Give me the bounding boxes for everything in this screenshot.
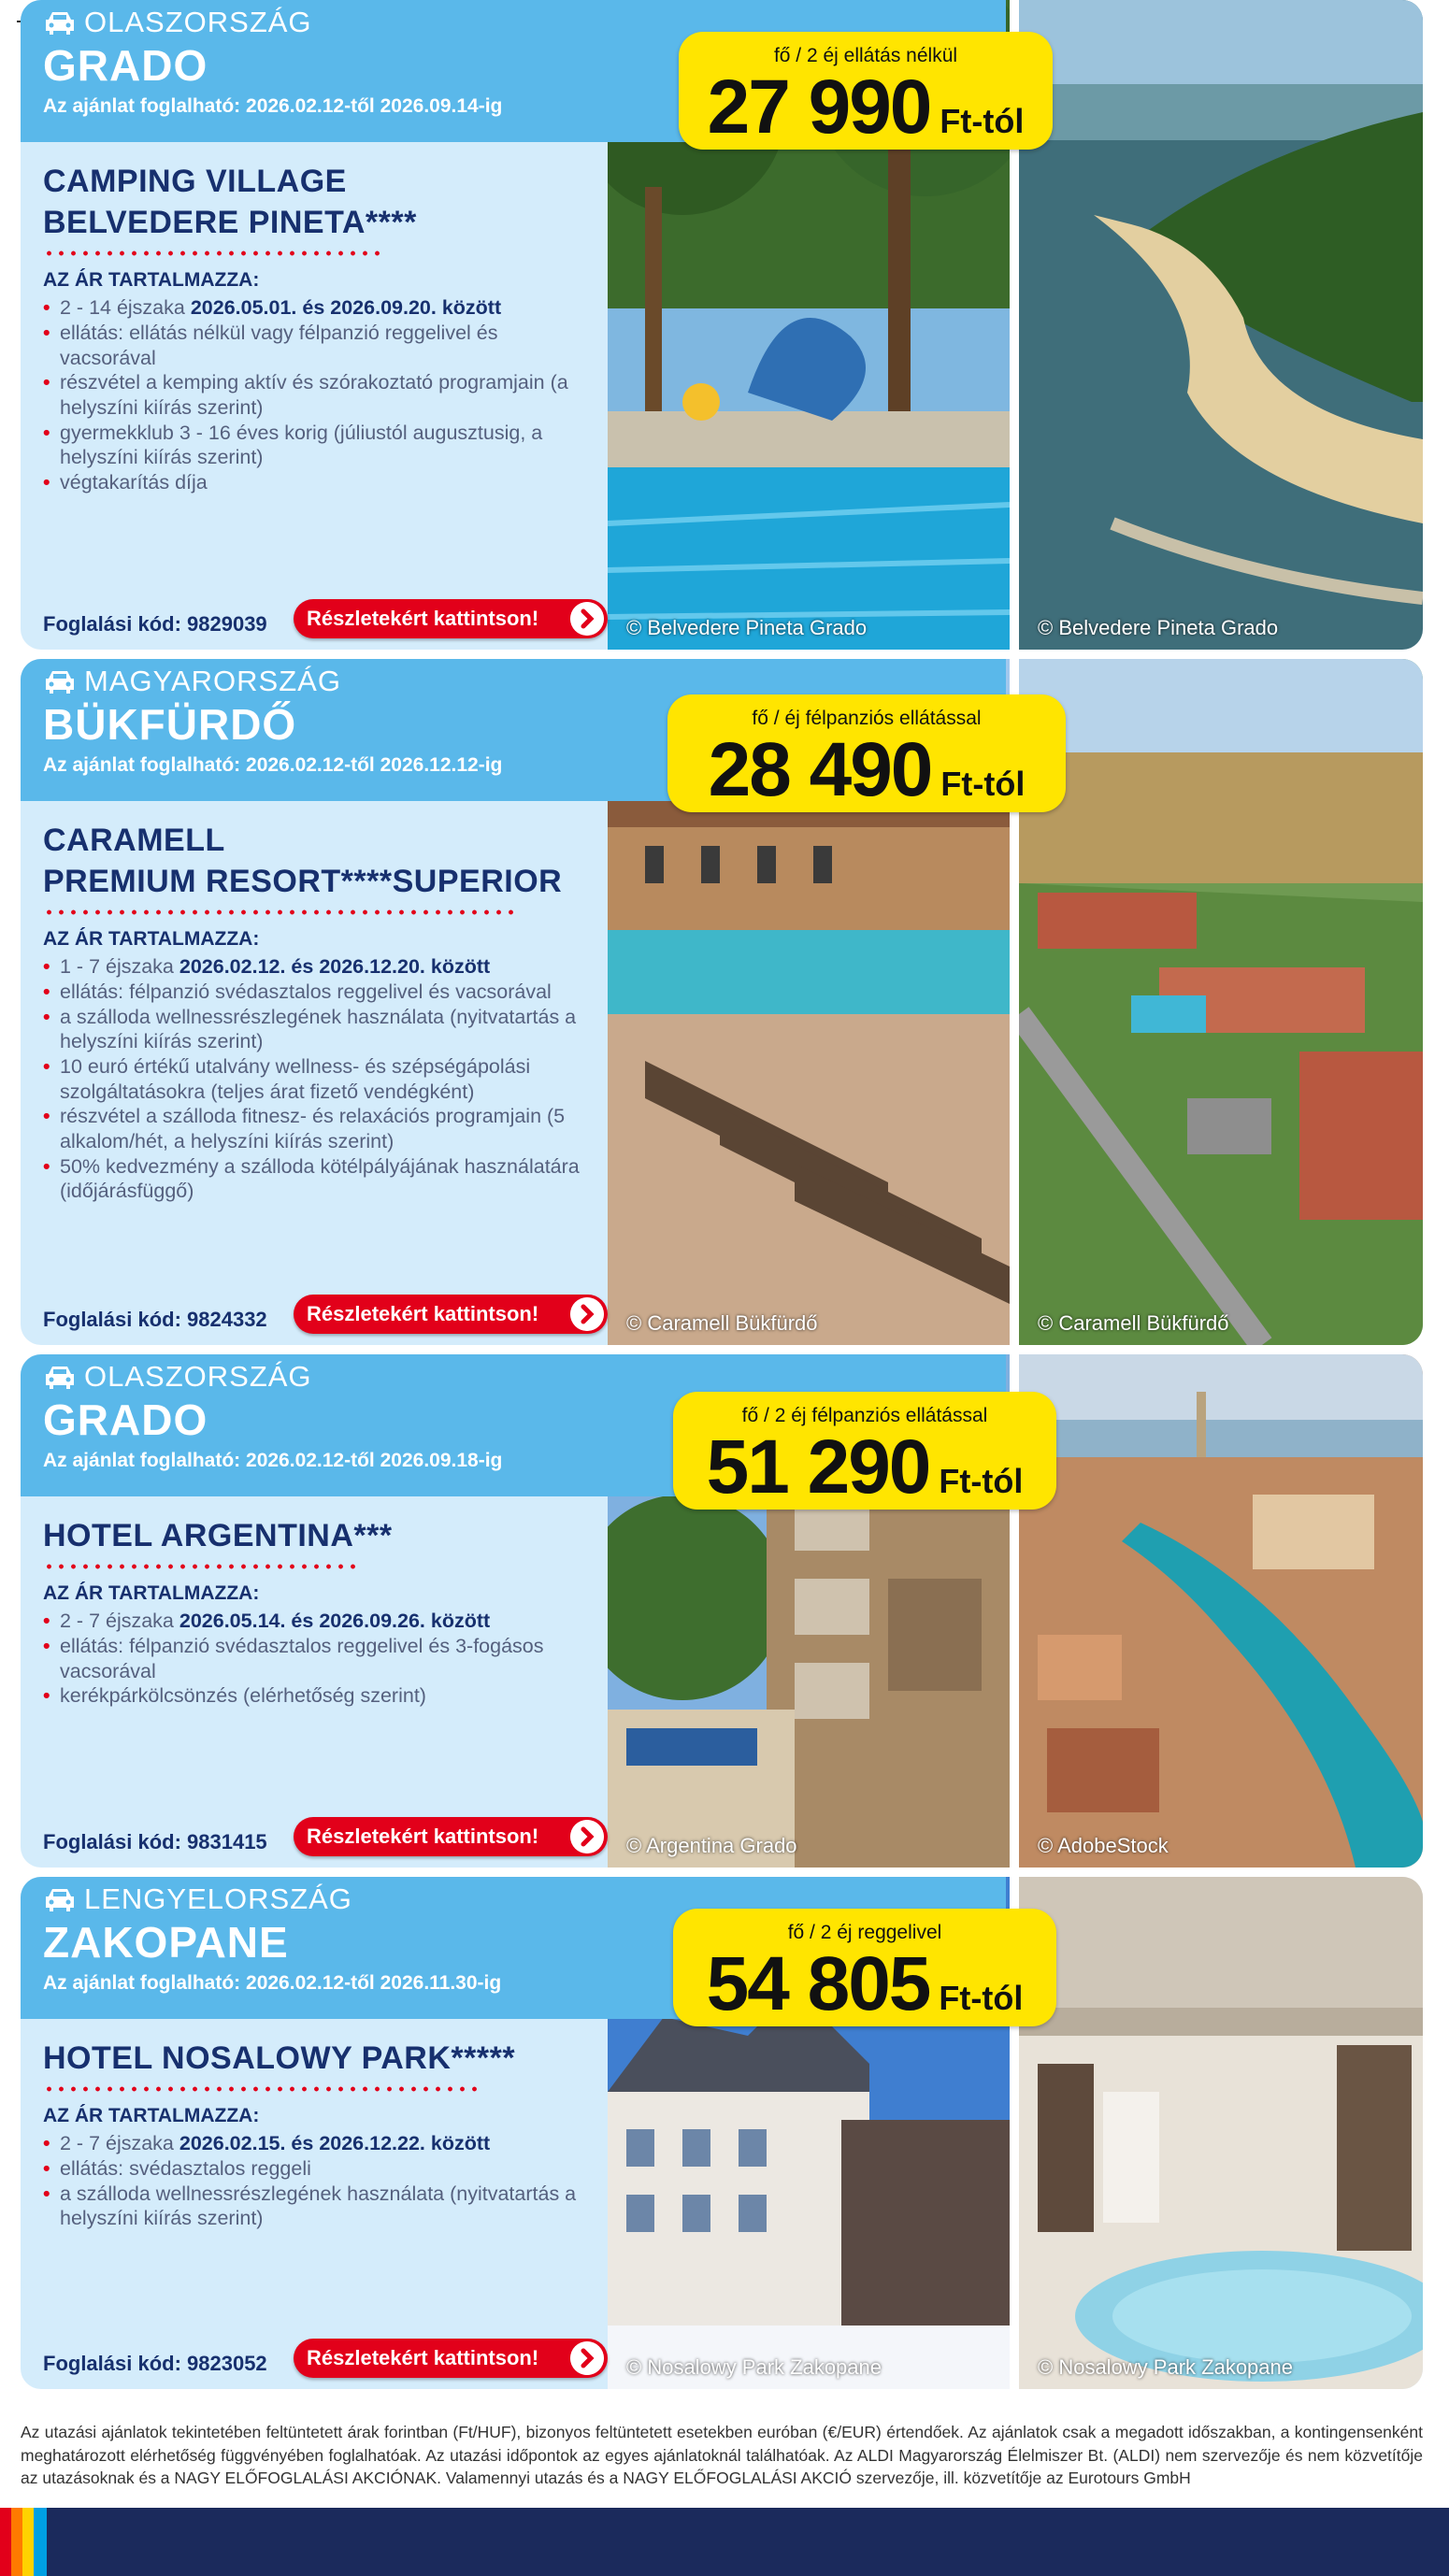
price-note: fő / éj félpanziós ellátással [752, 708, 982, 729]
price-amount: 51 290 [706, 1424, 930, 1510]
price-badge [673, 1392, 1056, 1510]
hotel-name-line2: BELVEDERE PINETA**** [43, 205, 417, 241]
legal-disclaimer: Az utazási ajánlatok tekintetében feltüntetett árak forintban (Ft/HUF), bizonyos feltüntetett esetekben euróban (€/EUR) értendőek. Az ajánlatok csak a megadott időszakban, a kontingensenként meghatározott elérhetőség függvényében foglalhatóak. Az utazási időpontok az egyes ajánlatoknál találhatóak. Az ALDI Magyarország Élelmiszer Bt. (ALDI) nem szervezője és nem közvetítője az utazásoknak és a NAGY ELŐFOGLALÁSI AKCIÓNAK. Valamennyi utazás és a NAGY ELŐFOGLALÁSI AKCIÓ szervezője, ill. közvetítője az Eurotours GmbH [21, 2423, 1423, 2487]
includes-list [43, 954, 595, 1204]
details-button-label: Részletekért kattintson! [307, 1302, 539, 1325]
list-item: • ellátás: ellátás nélkül vagy félpanzió reggelivel és vacsorával [43, 321, 595, 370]
price-unit: Ft-tól [939, 1462, 1024, 1500]
availability-text: Az ajánlat foglalható: 2026.02.12-től 2026.11.30-ig [43, 1972, 502, 1995]
list-item: • a szálloda wellnessrészlegének használata (nyitvatartás a helyszíni kiírás szerint) [43, 1005, 595, 1054]
photo-credit: © Belvedere Pineta Grado [626, 616, 868, 639]
hotel-name: HOTEL ARGENTINA*** [43, 1518, 393, 1553]
city-name: GRADO [43, 41, 208, 90]
list-item: • végtakarítás díja [43, 470, 595, 495]
details-button[interactable] [294, 1817, 608, 1856]
offer-photo-resort-aerial [1019, 659, 1423, 1345]
list-item: • ellátás: félpanzió svédasztalos reggelivel és vacsorával [43, 980, 595, 1005]
list-item: • részvétel a kemping aktív és szórakoztató programjain (a helyszíni kiírás szerint) [43, 370, 595, 420]
country-name: LENGYELORSZÁG [84, 1882, 352, 1915]
details-button[interactable] [294, 2339, 608, 2378]
list-item: • 2 - 7 éjszaka 2026.02.15. és 2026.12.22. között [43, 2131, 595, 2156]
list-item: • 1 - 7 éjszaka 2026.02.12. és 2026.12.20. között [43, 954, 595, 980]
includes-title: AZ ÁR TARTALMAZZA: [43, 2105, 260, 2127]
dotted-divider [43, 909, 520, 915]
country-name: OLASZORSZÁG [84, 6, 312, 38]
car-icon [43, 8, 77, 36]
list-item: • 2 - 14 éjszaka 2026.05.01. és 2026.09.20. között [43, 295, 595, 321]
availability-text: Az ajánlat foglalható: 2026.02.12-től 2026.09.18-ig [43, 1450, 503, 1472]
hotel-name-line2: PREMIUM RESORT****SUPERIOR [43, 864, 563, 900]
dotted-divider [43, 2086, 482, 2092]
includes-title: AZ ÁR TARTALMAZZA: [43, 1582, 260, 1605]
details-button[interactable] [294, 1295, 608, 1334]
country-name: MAGYARORSZÁG [84, 665, 341, 697]
booking-code: Foglalási kód: 9823052 [43, 2352, 267, 2375]
dotted-divider [43, 1564, 361, 1569]
list-item: • kerékpárkölcsönzés (elérhetőség szerint) [43, 1683, 595, 1709]
dotted-divider [43, 250, 380, 256]
details-button-label: Részletekért kattintson! [307, 1825, 539, 1848]
car-icon [43, 667, 77, 695]
list-item: • a szálloda wellnessrészlegének használata (nyitvatartás a helyszíni kiírás szerint) [43, 2182, 595, 2231]
hotel-name [43, 161, 595, 243]
car-icon [43, 1363, 77, 1391]
photo-credit: © AdobeStock [1038, 1834, 1169, 1857]
list-item: • ellátás: svédasztalos reggeli [43, 2156, 595, 2182]
details-button-label: Részletekért kattintson! [307, 607, 539, 630]
price-badge [679, 32, 1053, 150]
price-note: fő / 2 éj félpanziós ellátással [741, 1405, 988, 1426]
availability-text: Az ajánlat foglalható: 2026.02.12-től 2026.12.12-ig [43, 754, 503, 777]
price-amount: 28 490 [708, 727, 932, 812]
list-item: • 2 - 7 éjszaka 2026.05.14. és 2026.09.26. között [43, 1609, 595, 1634]
booking-code: Foglalási kód: 9824332 [43, 1308, 267, 1331]
price-badge [673, 1909, 1056, 2026]
arrow-right-icon [570, 602, 604, 636]
booking-code: Foglalási kód: 9831415 [43, 1830, 267, 1853]
price-unit: Ft-tól [939, 1979, 1024, 2017]
photo-credit: © Nosalowy Park Zakopane [1038, 2355, 1294, 2379]
price-note: fő / 2 éj ellátás nélkül [773, 45, 958, 66]
price-amount: 27 990 [707, 64, 931, 150]
photo-credit: © Caramell Bükfürdő [1038, 1311, 1229, 1335]
hotel-name [43, 820, 595, 902]
country-label [43, 665, 983, 698]
country-name: OLASZORSZÁG [84, 1360, 312, 1393]
includes-title: AZ ÁR TARTALMAZZA: [43, 269, 260, 292]
offer-card-4 [21, 1877, 1423, 2389]
offer-card-2 [21, 659, 1423, 1345]
includes-list [43, 1609, 595, 1709]
offer-body [43, 2038, 595, 2231]
price-badge [667, 694, 1066, 812]
list-item: • gyermekklub 3 - 16 éves korig (júliustól augusztusig, a helyszíni kiírás szerint) [43, 421, 595, 470]
photo-credit: © Caramell Bükfürdő [626, 1311, 818, 1335]
offer-body [43, 820, 595, 1204]
brand-stripes [0, 2508, 47, 2576]
city-name: GRADO [43, 1395, 208, 1444]
hotel-name-line1: CAMPING VILLAGE [43, 164, 347, 199]
includes-list [43, 2131, 595, 2231]
offer-card-3 [21, 1354, 1423, 1868]
offer-body [43, 161, 595, 495]
details-button-label: Részletekért kattintson! [307, 2346, 539, 2369]
offer-photo-harbor [1019, 1354, 1423, 1868]
includes-title: AZ ÁR TARTALMAZZA: [43, 928, 260, 951]
arrow-right-icon [570, 1820, 604, 1853]
arrow-right-icon [570, 2341, 604, 2375]
list-item: • 10 euró értékű utalvány wellness- és szépségápolási szolgáltatásokra (teljes árat fizető vendégként) [43, 1054, 595, 1104]
photo-credit: © Belvedere Pineta Grado [1038, 616, 1279, 639]
availability-text: Az ajánlat foglalható: 2026.02.12-től 2026.09.14-ig [43, 95, 503, 118]
photo-credit: © Argentina Grado [626, 1834, 797, 1857]
car-icon [43, 1885, 77, 1913]
photo-credit: © Nosalowy Park Zakopane [626, 2355, 882, 2379]
booking-code: Foglalási kód: 9829039 [43, 612, 267, 636]
city-name: ZAKOPANE [43, 1918, 289, 1967]
includes-list [43, 295, 595, 494]
offer-body [43, 1515, 595, 1709]
arrow-right-icon [570, 1297, 604, 1331]
hotel-name-line1: CARAMELL [43, 823, 225, 858]
price-note: fő / 2 éj reggelivel [787, 1922, 942, 1943]
city-name: BÜKFÜRDŐ [43, 700, 297, 749]
list-item: • ellátás: félpanzió svédasztalos reggelivel és 3-fogásos vacsorával [43, 1634, 595, 1683]
offer-photo-indoor-pool [1019, 1877, 1423, 2389]
price-unit: Ft-tól [940, 765, 1026, 803]
offer-card-1 [21, 0, 1423, 650]
details-button[interactable] [294, 599, 608, 638]
price-unit: Ft-tól [940, 102, 1025, 140]
offer-photo-beach [1019, 0, 1423, 650]
list-item: • részvétel a szálloda fitnesz- és relaxációs programjain (5 alkalom/hét, a helyszíni kiírás szerint) [43, 1104, 595, 1153]
footer-bar [0, 2508, 1449, 2576]
hotel-name: HOTEL NOSALOWY PARK***** [43, 2040, 516, 2076]
price-amount: 54 805 [706, 1941, 930, 2026]
country-label [43, 1360, 983, 1394]
list-item: • 50% kedvezmény a szálloda kötélpályájának használatára (időjárásfüggő) [43, 1154, 595, 1204]
